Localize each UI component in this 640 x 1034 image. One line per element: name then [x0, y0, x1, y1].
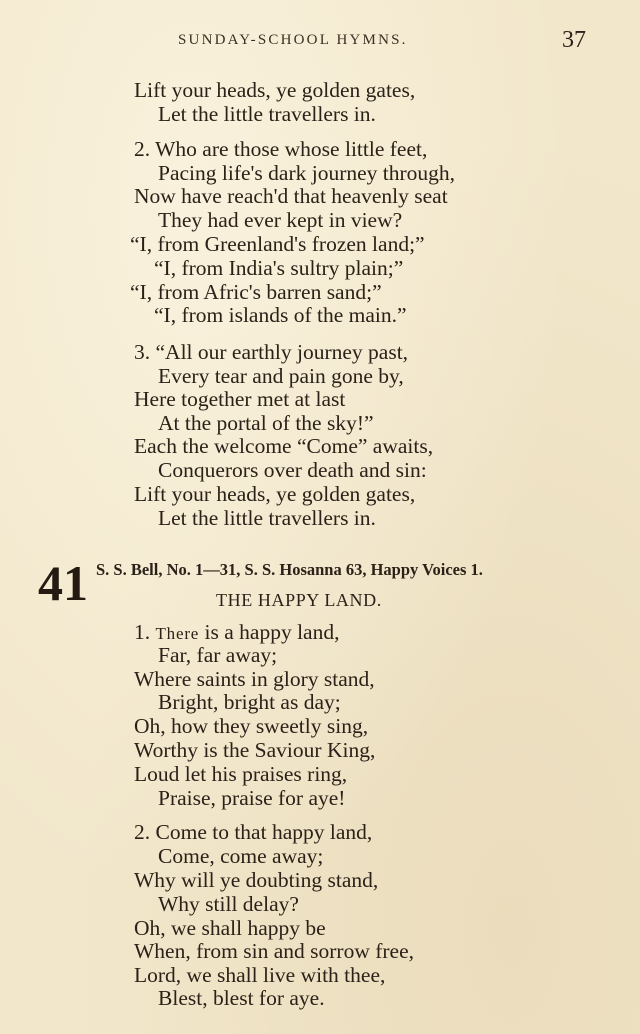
verse-line: They had ever kept in view?	[158, 208, 403, 232]
verse-line: Praise, praise for aye!	[158, 786, 346, 810]
running-head: SUNDAY-SCHOOL HYMNS.	[178, 32, 408, 48]
verse-line: Far, far away;	[158, 643, 278, 667]
verse-line: Lift your heads, ye golden gates,	[134, 482, 416, 506]
verse-line: Come, come away;	[158, 844, 324, 868]
verse-line: Lift your heads, ye golden gates,	[134, 78, 416, 102]
verse-line: Let the little travellers in.	[158, 506, 376, 530]
tune-references: S. S. Bell, No. 1—31, S. S. Hosanna 63, Happy Voices 1.	[96, 560, 483, 579]
verse-line: Where saints in glory stand,	[134, 667, 375, 691]
verse-line: When, from sin and sorrow free,	[134, 939, 415, 963]
verse-number: 1.	[134, 620, 156, 644]
page-number: 37	[562, 27, 586, 53]
verse-line: 3. “All our earthly journey past,	[134, 340, 409, 364]
verse-line: Now have reach'd that heavenly seat	[134, 184, 448, 208]
verse-line: “I, from islands of the main.”	[154, 303, 407, 327]
verse-line: “I, from Afric's barren sand;”	[130, 280, 382, 304]
small-caps-word: There	[155, 624, 200, 643]
verse-line: Oh, we shall happy be	[134, 916, 326, 940]
verse-line: 2. Who are those whose little feet,	[134, 137, 428, 161]
verse-line: Pacing life's dark journey through,	[158, 161, 456, 185]
verse-text: is a happy land,	[199, 620, 340, 644]
verse-line: Blest, blest for aye.	[158, 986, 325, 1010]
verse-line: Bright, bright as day;	[158, 690, 341, 714]
verse-line: Worthy is the Saviour King,	[134, 738, 376, 762]
verse-line: “I, from India's sultry plain;”	[154, 256, 404, 280]
hymn-number: 41	[38, 555, 88, 611]
verse-line: Each the welcome “Come” awaits,	[134, 434, 434, 458]
verse-line: “I, from Greenland's frozen land;”	[130, 232, 425, 256]
verse-line: Why still delay?	[158, 892, 299, 916]
hymn-title: THE HAPPY LAND.	[216, 590, 382, 610]
verse-line: At the portal of the sky!”	[158, 411, 374, 435]
verse-line: Here together met at last	[134, 387, 346, 411]
verse-line: Every tear and pain gone by,	[158, 364, 404, 388]
verse-line: Why will ye doubting stand,	[134, 868, 379, 892]
verse-line: Lord, we shall live with thee,	[134, 963, 386, 987]
verse-line: 2. Come to that happy land,	[134, 820, 373, 844]
verse-line: Oh, how they sweetly sing,	[134, 714, 369, 738]
verse-line: Conquerors over death and sin:	[158, 458, 427, 482]
verse-line: Loud let his praises ring,	[134, 762, 348, 786]
verse-line: Let the little travellers in.	[158, 102, 376, 126]
